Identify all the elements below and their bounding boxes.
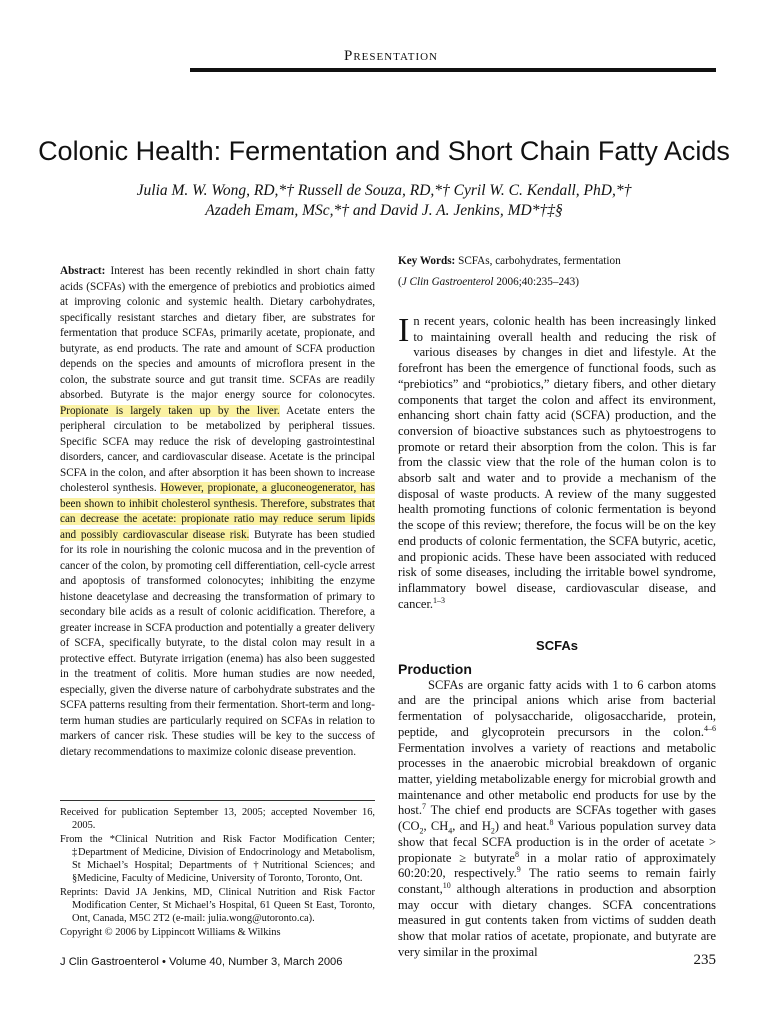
- keywords: [398, 254, 716, 269]
- ref-3: 8: [549, 817, 554, 827]
- authors-line-2: Azadeh Emam, MSc,*† and David J. A. Jenkins, MD*†‡§: [205, 202, 563, 219]
- left-column: [60, 264, 375, 760]
- abstract-text-1: Interest has been recently rekindled in short chain fatty acids (SCFAs) with the emergence of prebiotics and probiotics aimed at improving colonic and systemic health. Dietary carbohydrates, specifically resistant starches and dietary fiber, are substrates for fermentation that produce SCFAs, primarily acetate, propionate, and butyrate, as end products. The rate and amount of SCFA production depends on the species and amounts of microflora present in the colon, the substrate source and gut transit time. SCFAs are readily absorbed. Butyrate is the major energy source for colonocytes.: [60, 265, 375, 401]
- ref-1: 4–6: [704, 723, 716, 733]
- footnotes: [60, 806, 375, 939]
- production-text-3d: ) and heat.: [494, 819, 550, 834]
- citation-journal: J Clin Gastroenterol: [401, 276, 494, 288]
- ref-6: 10: [442, 880, 451, 890]
- abstract-text-2: Acetate enters the peripheral circulation to be metabolized by peripheral tissues. Specific SCFA may reduce the risk of developing gastrointestinal disorders, cancer, and cardiovascular disease. Acetate is the principal SCFA in the colon, and after absorption it has been shown to increase cholesterol synthesis.: [60, 404, 375, 494]
- production-text-3b: , CH: [423, 819, 449, 834]
- citation-details: 2006;40:235–243): [493, 276, 579, 288]
- section-heading-scfas: SCFAs: [536, 638, 578, 654]
- ref-2: 7: [421, 802, 426, 812]
- right-column: [398, 254, 716, 960]
- production-text-1: SCFAs are organic fatty acids with 1 to 6 carbon atoms and are the principal anions which arise from bacterial fermentation of polysaccharide, oligosaccharide, protein, peptide, and glycoprotein precursors in the colon.: [398, 677, 716, 739]
- article-title: Colonic Health: Fermentation and Short Chain Fatty Acids: [38, 136, 730, 166]
- page-number: 235: [693, 952, 716, 968]
- section-label: Presentation: [343, 48, 438, 64]
- citation-open: (: [398, 276, 402, 288]
- production-text-7: although alterations in production and absorption may occur with dietary changes. SCFA concentrations measured in gut contents taken from victims of sudden death show that molar ratios of acetate, propionate, and butyrate are very similar in the proximal: [398, 881, 716, 959]
- abstract-label: Abstract:: [60, 265, 106, 277]
- footnote-reprints: Reprints: David JA Jenkins, MD, Clinical Nutrition and Risk Factor Modification Center, St Michael’s Hospital, 61 Queen St East, Toronto, Ont, Canada, M5C 2T2 (e-mail: julia.wong@utoronto.ca).: [60, 886, 375, 925]
- sub-co2: 2: [419, 826, 424, 836]
- production-text-3c: , and H: [452, 819, 491, 834]
- intro-text: n recent years, colonic health has been increasingly linked to maintaining overall health and reducing the risk of various diseases by changes in diet and lifestyle. At the forefront has been the emergence of functional foods, such as “prebiotics” and “probiotics,” dietary fibers, and other dietary components that target the colon and affect its environment, enhancing short chain fatty acid (SCFA) production, and the conversion of bioactive substances such as phytoestrogens to promote or retard their absorption from the colon. This is far from the classic view that the role of the human colon is to absorb salt and water and to provide a mechanism of the disposal of waste products. A review of the many suggested health promoting functions of colonic fermentation is beyond the scope of this review; therefore, the focus will be on the key end products of colonic fermentation, the SCFA butyric, acetic, and propionic acids. These have been associated with reduced risk of some diseases, including the irritable bowel syndrome, inflammatory bowel disease, cardiovascular disease, and cancer.: [398, 314, 716, 611]
- ref-5: 9: [516, 865, 521, 875]
- citation: [398, 275, 716, 290]
- abstract-highlight-1: Propionate is largely taken up by the liver.: [60, 404, 280, 417]
- abstract: [60, 264, 375, 760]
- footnote-copyright: Copyright © 2006 by Lippincott Williams & Wilkins: [60, 926, 281, 938]
- footnote-divider: [60, 800, 375, 801]
- drop-cap: I: [398, 312, 410, 349]
- production-text-3: The chief end products are SCFAs together with gases (CO: [398, 803, 716, 834]
- keywords-text: SCFAs, carbohydrates, fermentation: [455, 255, 621, 267]
- introduction: [398, 314, 716, 612]
- abstract-highlight-2: However, propionate, a gluconeogenerator, has been shown to inhibit cholesterol synthesis. Therefore, substrates that can decrease the acetate: propionate ratio may reduce serum lipids and possibly cardiovascular disease risk.: [60, 482, 375, 541]
- footnote-affiliations: From the *Clinical Nutrition and Risk Factor Modification Center; ‡Department of Medicine, Division of Endocrinology and Metabolism, St Michael’s Hospital; Departments of †Nutritional Sciences; and §Medicine, Faculty of Medicine, University of Toronto, Toronto, Ont.: [60, 833, 375, 885]
- footnote-received: Received for publication September 13, 2005; accepted November 16, 2005.: [60, 807, 375, 832]
- keywords-label: Key Words:: [398, 255, 456, 267]
- production-paragraph: [398, 678, 716, 961]
- production-text-6: The ratio seems to remain fairly constant,: [398, 866, 716, 896]
- subheading-production: Production: [398, 661, 472, 678]
- production-text-2: Fermentation involves a variety of reactions and metabolic processes in the anaerobic microbial breakdown of organic matter, yielding metabolizable energy for microbial growth and maintenance and other metabolic end products for use by the host.: [398, 740, 716, 818]
- abstract-text-3: Butyrate has been studied for its role in nourishing the colonic mucosa and in the prevention of cancer of the colon, by promoting cell differentiation, cell-cycle arrest and apoptosis of transformed colonocytes; inhibiting the enzyme histone deacetylase and decreasing the transformation of primary to secondary bile acids as a result of colonic acidification. Therefore, a greater increase in SCFA production and potentially a greater delivery of SCFA, specifically butyrate, to the distal colon may result in a protective effect. Butyrate irrigation (enema) has also been suggested in the treatment of colitis. More human studies are now needed, especially, given the diverse nature of carbohydrate substrates and the SCFA patterns resulting from their fermentation. Short-term and long-term human studies are particularly required on SCFAs in relation to markers of cancer risk. These studies will be key to the success of dietary recommendations to maximize colonic disease prevention.: [60, 528, 375, 758]
- authors: [60, 181, 708, 221]
- sub-h2: 2: [490, 826, 495, 836]
- authors-line-1: Julia M. W. Wong, RD,*† Russell de Souza, RD,*† Cyril W. C. Kendall, PhD,*†: [136, 182, 632, 199]
- production-text-5: in a molar ratio of approximately 60:20:20, respectively.: [398, 850, 716, 881]
- section-rule: [190, 68, 716, 72]
- intro-ref: 1–3: [433, 595, 446, 605]
- sub-ch4: 4: [448, 826, 453, 836]
- footer-journal-info: J Clin Gastroenterol • Volume 40, Number 3, March 2006: [60, 956, 343, 968]
- ref-4: 8: [514, 849, 519, 859]
- production-text-4: Various population survey data show that fecal SCFA production is in the order of acetate > propionate ≥ butyrate: [398, 819, 716, 865]
